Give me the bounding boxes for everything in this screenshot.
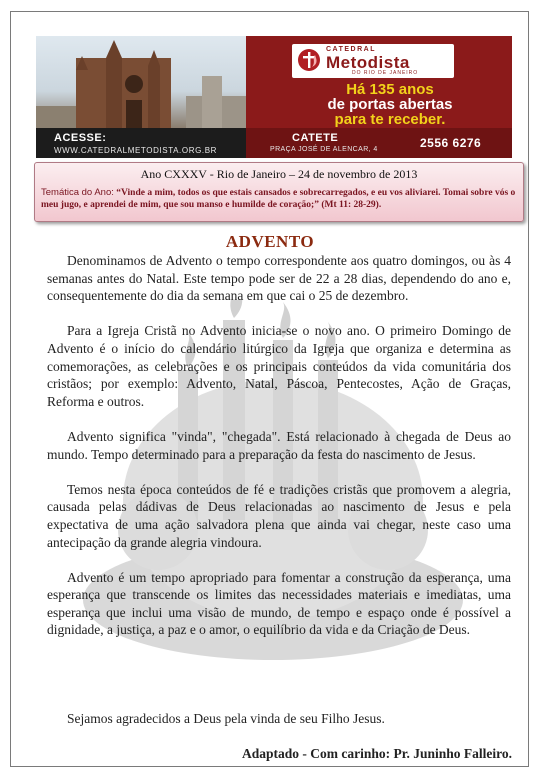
slogan-line-2: de portas abertas — [327, 96, 453, 113]
paragraph: Advento significa "vinda", "chegada". Está relacionado à chegada de Deus ao mundo. Tempo determinado para a preparação da festa do nascimento de Jesus. — [47, 428, 511, 462]
catete-label: CATETE — [292, 132, 339, 144]
acesse-label: ACESSE: — [54, 132, 107, 144]
paragraph: Advento é um tempo apropriado para fomentar a construção da esperança, uma esperança que transcende os limites das necessidades materiais e imediatas, uma esperança que inclui uma visão de mundo, de tempo e espaço onde é possível a dignidade, a justiça, a paz e o amor, o equilíbrio da vida e da Criação de Deus. — [47, 569, 511, 638]
article-body — [47, 252, 511, 657]
closing-sentence: Sejamos agradecidos a Deus pela vinda de seu Filho Jesus. — [67, 711, 385, 726]
paragraph: Temos nesta época conteúdos de fé e tradições cristãs que promovem a alegria, causada pelas dádivas de Deus relacionadas ao nascimento de Jesus e pela expectativa de uma ação salvadora plena que ainda vai chegar, neste caso uma antecipação da grande alegria vindoura. — [47, 481, 511, 550]
address-text: PRAÇA JOSÉ DE ALENCAR, 4 — [270, 146, 378, 153]
church-photo — [36, 36, 246, 128]
theme-text: “Vinde a mim, todos os que estais cansados e sobrecarregados, e eu vos aliviarei. Tomai sobre vós o meu jugo, e aprendei de mim, que sou manso e humilde de coração;” (Mt 11: 28-29). — [41, 188, 516, 210]
paragraph: Denominamos de Advento o tempo correspondente aos quatro domingos, ou às 4 semanas antes do Natal. Este tempo pode ser de 22 a 28 dias, dependendo do ano e, consequentemente do dia da semana em que cai o 25 de dezembro. — [47, 253, 511, 304]
theme-of-year — [41, 187, 519, 211]
slogan-line-1: Há 135 anos — [346, 81, 434, 98]
church-banner — [36, 36, 512, 158]
slogan-line-3: para te receber. — [334, 111, 446, 128]
methodist-logo — [292, 44, 454, 78]
phone-number: 2556 6276 — [420, 136, 482, 150]
logo-top-text: CATEDRAL — [326, 46, 376, 53]
issue-date-line: Ano CXXXV - Rio de Janeiro – 24 de novembro de 2013 — [140, 167, 418, 181]
info-box — [34, 162, 524, 222]
logo-subtitle: DO RIO DE JANEIRO — [352, 70, 419, 76]
logo-name: Metodista — [326, 53, 410, 72]
theme-label: Temática do Ano: — [41, 187, 114, 198]
website-link[interactable]: WWW.CATEDRALMETODISTA.ORG.BR — [54, 146, 218, 155]
signature: Adaptado - Com carinho: Pr. Juninho Falleiro. — [241, 746, 512, 761]
banner-slogan — [268, 82, 512, 127]
article-title: ADVENTO — [225, 232, 315, 251]
paragraph: Para a Igreja Cristã no Advento inicia-se o novo ano. O primeiro Domingo de Advento é o início do calendário litúrgico da Igreja que organiza e determina as comemorações, as celebrações e os principais conteúdos da vida comunitária dos cristãos; por exemplo: Advento, Natal, Páscoa, Pentecostes, Ação de Graças, Reforma e outros. — [47, 323, 511, 409]
cross-flame-icon — [298, 49, 320, 71]
